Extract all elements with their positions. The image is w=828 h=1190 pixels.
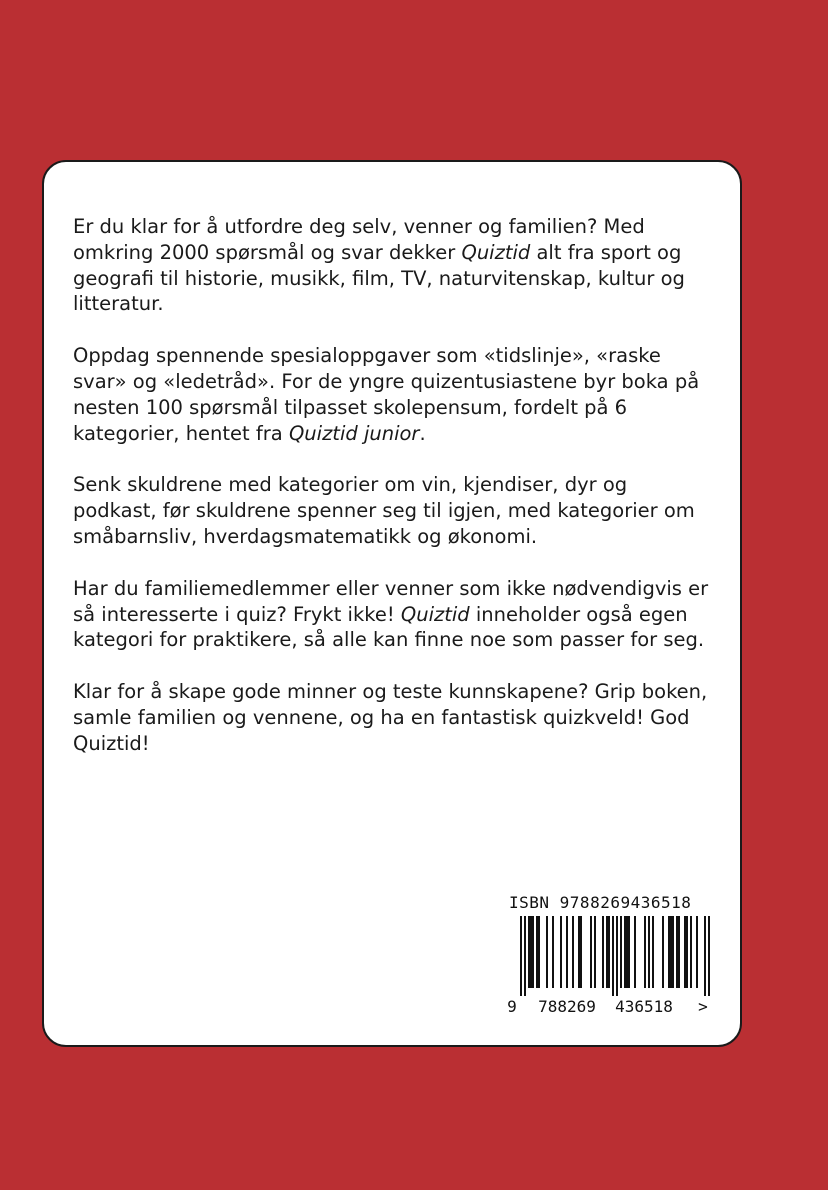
blurb-paragraph-3 (73, 472, 713, 549)
barcode-left-digits: 788269 (538, 997, 596, 1016)
blurb-paragraph-5 (73, 679, 713, 756)
barcode-bar (684, 916, 688, 988)
barcode-bar (624, 916, 630, 988)
barcode-bar (560, 916, 562, 988)
barcode-bar (696, 916, 698, 988)
barcode-bar (524, 916, 526, 996)
barcode-bar (620, 916, 622, 988)
barcode-bar (662, 916, 664, 988)
barcode-bar (546, 916, 548, 988)
barcode-bar (616, 916, 618, 996)
barcode-bars (520, 916, 710, 996)
blurb-text-run: alt fra sport og geografi til historie, musikk, film, TV, naturvitenskap, kultur og litteratur. (73, 240, 685, 316)
barcode-right-digits: 436518 (615, 997, 673, 1016)
barcode-bar (652, 916, 654, 988)
barcode-bar (634, 916, 636, 988)
blurb-text (73, 214, 713, 783)
barcode-bar (704, 916, 706, 996)
blurb-text-run: Har du familiemedlemmer eller venner som ikke nødvendigvis er så interesserte i quiz? Frykt ikke! (73, 576, 709, 626)
blurb-paragraph-1 (73, 214, 713, 317)
barcode-bar (594, 916, 596, 988)
blurb-text-run: Klar for å skape gode minner og teste kunnskapene? Grip boken, samle familien og vennene, og ha en fantastisk quizkveld! God Quiztid! (73, 680, 708, 755)
barcode-bar (520, 916, 522, 996)
barcode-bar (644, 916, 646, 988)
barcode-bar (572, 916, 574, 988)
blurb-text-run: inneholder også egen kategori for praktikere, så alle kan finne noe som passer for seg. (73, 602, 705, 652)
barcode-bar (590, 916, 592, 988)
blurb-paragraph-2 (73, 343, 713, 446)
barcode-end-mark: > (698, 997, 708, 1016)
barcode-first-digit: 9 (507, 997, 517, 1016)
barcode-bar (708, 916, 710, 996)
book-title-italic: Quiztid (400, 602, 470, 626)
barcode-bar (552, 916, 554, 988)
blurb-text-run: Senk skuldrene med kategorier om vin, kjendiser, dyr og podkast, før skuldrene spenner seg til igjen, med kategorier om småbarnsliv, hverdagsmatematikk og økonomi. (73, 473, 695, 548)
blurb-text-run: Er du klar for å utfordre deg selv, venner og familien? Med omkring 2000 spørsmål og svar dekker (73, 215, 645, 264)
book-title-italic: Quiztid (461, 240, 531, 264)
book-title-italic: Quiztid junior (288, 421, 420, 445)
blurb-paragraph-4 (73, 576, 713, 653)
barcode-bar (578, 916, 582, 988)
barcode-bar (606, 916, 610, 988)
barcode-bar (690, 916, 692, 988)
barcode-bar (668, 916, 674, 988)
barcode-bar (602, 916, 604, 988)
barcode-bar (536, 916, 540, 988)
back-cover-panel (42, 160, 742, 1047)
blurb-text-run: Oppdag spennende spesialoppgaver som «tidslinje», «raske svar» og «ledetråd». For de yngre quizentusiastene byr boka på nesten 100 spørsmål tilpasset skolepensum, fordelt på 6 kategorier, hentet fra (73, 344, 700, 445)
barcode-bar (676, 916, 680, 988)
barcode-bar (528, 916, 534, 988)
ean13-barcode (506, 916, 710, 1020)
blurb-text-run: . (419, 421, 426, 445)
barcode-bar (648, 916, 650, 988)
barcode-bar (612, 916, 614, 996)
isbn-label: ISBN 9788269436518 (509, 893, 692, 912)
barcode-bar (566, 916, 568, 988)
